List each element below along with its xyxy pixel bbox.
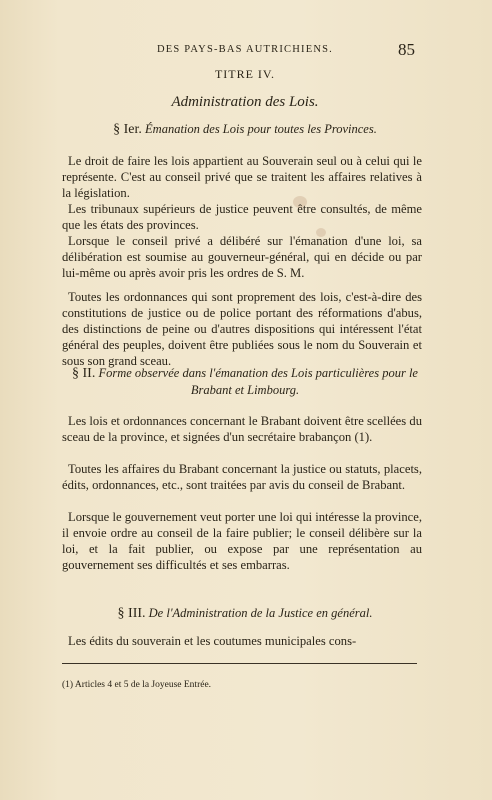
paragraph: Toutes les ordonnances qui sont proprement des lois, c'est-à-dire des constitutions de justice ou de police portant des réformations d'abus, des distinctions de peine ou d'autres dispositions qui intéressent l'état général des peuples, doivent être publiées sous le nom du Souverain et sous son grand sceau. <box>62 290 422 368</box>
section-3-title: De l'Administration de la Justice en général. <box>148 606 373 620</box>
section-2-heading <box>60 365 430 399</box>
footnote: (1) Articles 4 et 5 de la Joyeuse Entrée. <box>62 680 212 690</box>
section-3-heading <box>60 605 430 622</box>
running-head: DES PAYS-BAS AUTRICHIENS. <box>157 44 333 55</box>
paragraph: Les lois et ordonnances concernant le Brabant doivent être scellées du sceau de la province, et signées d'un secrétaire brabançon (1). <box>62 414 422 444</box>
page-number: 85 <box>398 40 415 59</box>
section-3-number: § III. <box>117 606 146 621</box>
footnote-divider <box>62 663 417 664</box>
section-1-heading <box>60 121 430 138</box>
section-2-number: § II. <box>72 366 96 381</box>
section-2-title: Forme observée dans l'émanation des Lois particulières pour le Brabant et Limbourg. <box>98 366 418 397</box>
paragraph: Lorsque le conseil privé a délibéré sur l'émanation d'une loi, sa délibération est soumise au gouverneur-général, qui en décide ou par lui-même ou après avoir pris les ordres de S. M. <box>62 234 422 280</box>
paragraph: Les tribunaux supérieurs de justice peuvent être consultés, de même que les états des provinces. <box>62 202 422 232</box>
paragraph: Les édits du souverain et les coutumes municipales cons- <box>68 634 357 648</box>
paragraph: Lorsque le gouvernement veut porter une loi qui intéresse la province, il envoie ordre au conseil de la faire publier; le conseil délibère sur la loi, et la fait publier, ou expose par une représentation au gouvernement ses difficultés et ses embarras. <box>62 510 422 572</box>
paragraph: Toutes les affaires du Brabant concernant la justice ou statuts, placets, édits, ordonnances, etc., sont traitées par avis du conseil de Brabant. <box>62 462 422 492</box>
section-1-title: Émanation des Lois pour toutes les Provinces. <box>145 122 377 136</box>
paragraph: Le droit de faire les lois appartient au Souverain seul ou à celui qui le représente. C'est au conseil privé que se traitent les affaires relatives à la législation. <box>62 154 422 200</box>
chapter-subtitle: Administration des Lois. <box>171 94 319 110</box>
section-1-number: § Ier. <box>113 122 142 137</box>
chapter-title: TITRE IV. <box>214 67 276 81</box>
